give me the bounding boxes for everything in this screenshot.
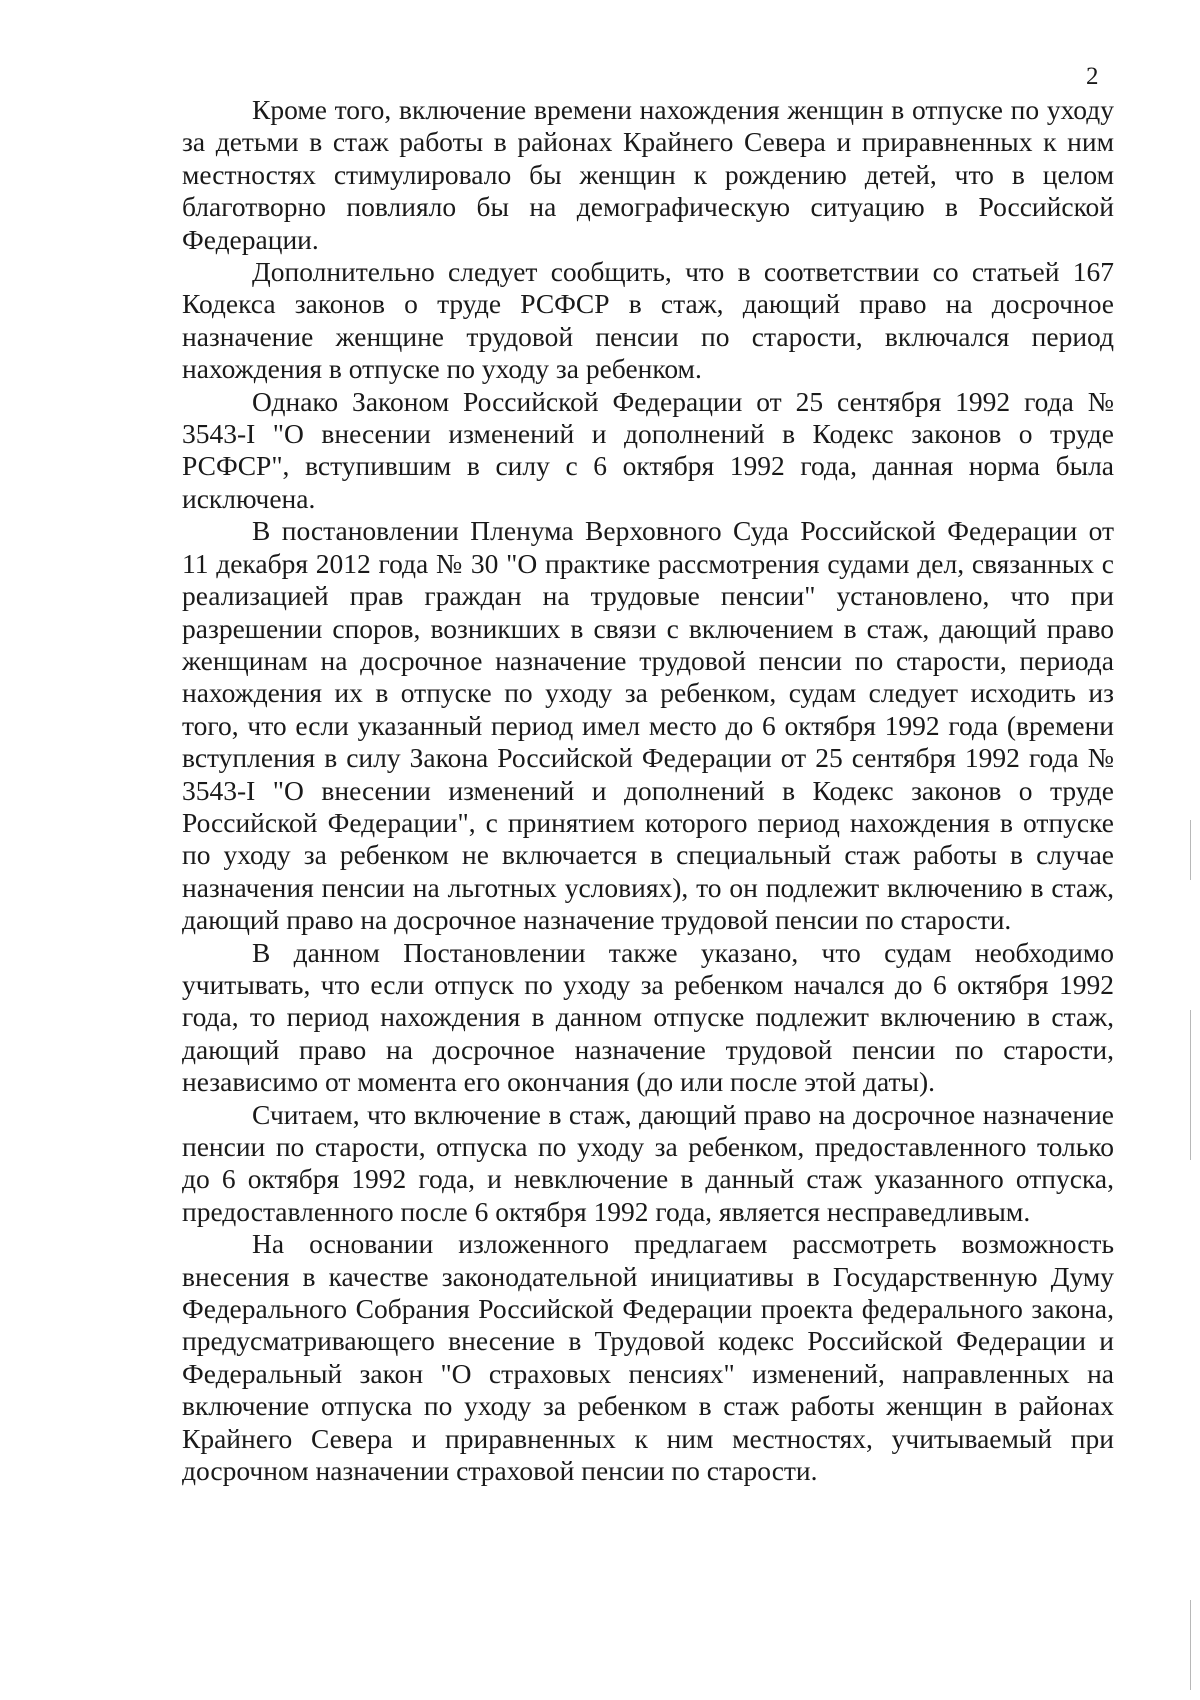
scan-edge-mark (1190, 820, 1191, 880)
page-number: 2 (1086, 63, 1099, 90)
paragraph-7: На основании изложенного предлагаем рассмотреть возможность внесения в качестве законодательной инициативы в Государственную Думу Федерального Собрания Российской Федерации проекта федерального закона, предусматривающего внесение в Трудовой кодекс Российской Федерации и Федеральный закон "О страховых пенсиях" изменений, направленных на включение отпуска по уходу за ребенком в стаж работы женщин в районах Крайнего Севера и приравненных к ним местностях, учитываемый при досрочном назначении страховой пенсии по старости. (182, 1228, 1114, 1487)
paragraph-5: В данном Постановлении также указано, что судам необходимо учитывать, что если отпуск по уходу за ребенком начался до 6 октября 1992 года, то период нахождения в данном отпуске подлежит включению в стаж, дающий право на досрочное назначение трудовой пенсии по старости, независимо от момента его окончания (до или после этой даты). (182, 936, 1114, 1098)
document-body (182, 94, 1114, 1487)
scan-edge-mark (1190, 1010, 1191, 1160)
paragraph-3: Однако Законом Российской Федерации от 25 сентября 1992 года № 3543-I "О внесении изменений и дополнений в Кодекс законов о труде РСФСР", вступившим в силу с 6 октября 1992 года, данная норма была исключена. (182, 385, 1114, 514)
paragraph-2: Дополнительно следует сообщить, что в соответствии со статьей 167 Кодекса законов о труде РСФСР в стаж, дающий право на досрочное назначение женщине трудовой пенсии по старости, включался период нахождения в отпуске по уходу за ребенком. (182, 256, 1114, 385)
paragraph-1: Кроме того, включение времени нахождения женщин в отпуске по уходу за детьми в стаж работы в районах Крайнего Севера и приравненных к ним местностях стимулировало бы женщин к рождению детей, что в целом благотворно повлияло бы на демографическую ситуацию в Российской Федерации. (182, 94, 1114, 255)
paragraph-6: Считаем, что включение в стаж, дающий право на досрочное назначение пенсии по старости, отпуска по уходу за ребенком, предоставленного только до 6 октября 1992 года, и невключение в данный стаж указанного отпуска, предоставленного после 6 октября 1992 года, является несправедливым. (182, 1098, 1114, 1227)
scan-edge-mark (1190, 1600, 1191, 1690)
paragraph-4: В постановлении Пленума Верховного Суда Российской Федерации от 11 декабря 2012 года № 30 "О практике рассмотрения судами дел, связанных с реализацией прав граждан на трудовые пенсии" установлено, что при разрешении споров, возникших в связи с включением в стаж, дающий право женщинам на досрочное назначение трудовой пенсии по старости, периода нахождения их в отпуске по уходу за ребенком, судам следует исходить из того, что если указанный период имел место до 6 октября 1992 года (времени вступления в силу Закона Российской Федерации от 25 сентября 1992 года № 3543-I "О внесении изменений и дополнений в Кодекс законов о труде Российской Федерации", с принятием которого период нахождения в отпуске по уходу за ребенком не включается в специальный стаж работы в случае назначения пенсии на льготных условиях), то он подлежит включению в стаж, дающий право на досрочное назначение трудовой пенсии по старости. (182, 515, 1114, 936)
